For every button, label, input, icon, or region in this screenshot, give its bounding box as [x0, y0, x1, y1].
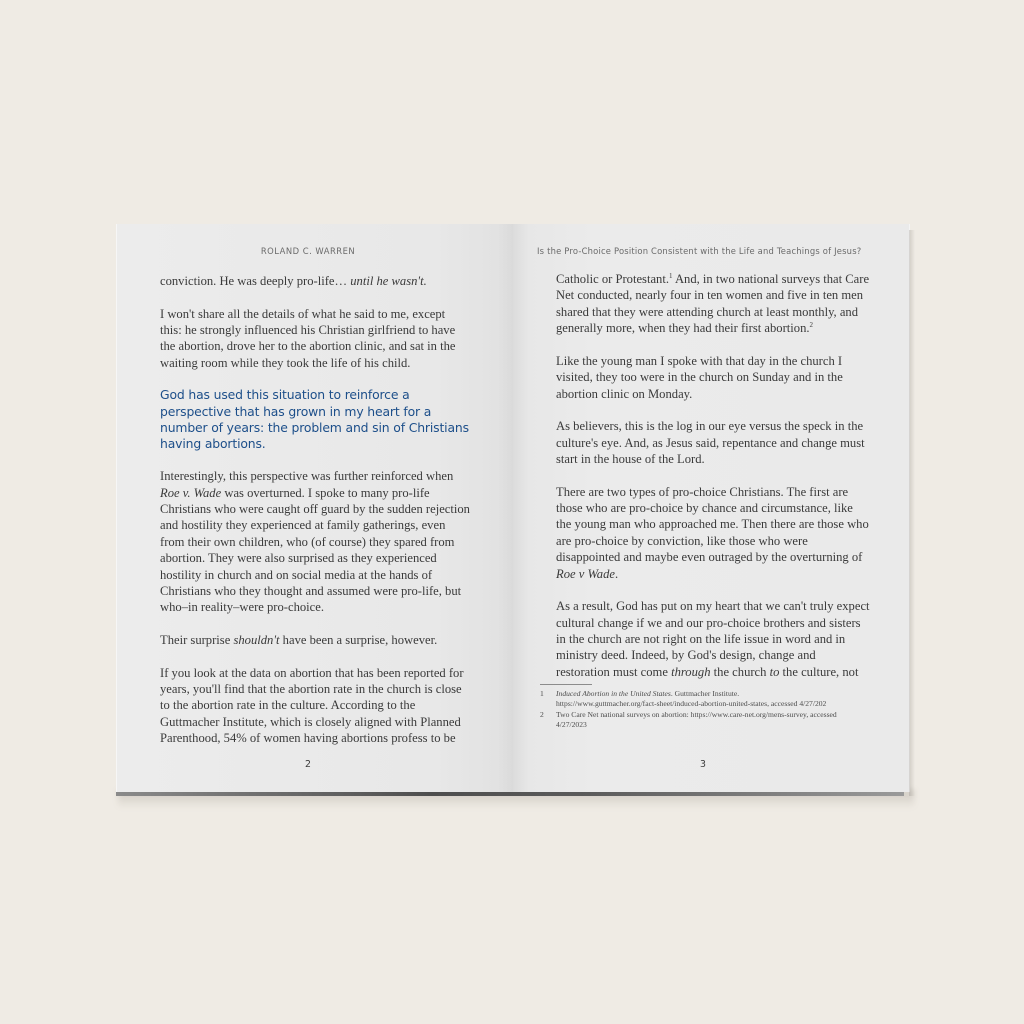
paragraph: There are two types of pro-choice Christians. The first are those who are pro-choice by chance and circumstance, like the young man who approached me. Then there are those who are pro-choice by conviction, like those who were disappointed and maybe even outraged by the overturning of Roe v Wade. [556, 484, 869, 581]
paragraph: I won't share all the details of what he said to me, except this: he strongly influenced his Christian girlfriend to have the abortion, drove her to the abortion clinic, and sat in the waiting room while they took the life of his child. [160, 306, 456, 370]
footnote-ref-2: 2 [809, 321, 814, 330]
left-page [116, 224, 513, 792]
open-booklet [116, 224, 910, 796]
footnote-2: 2 Two Care Net national surveys on abortion: https://www.care-net.org/mens-survey, accessed 4/27/2023 [540, 709, 837, 729]
left-page-number: 2 [305, 759, 311, 770]
footnote-source-title: Induced Abortion in the United States [556, 689, 671, 698]
footnote-rule [540, 684, 592, 685]
paragraph: Their surprise shouldn't have been a surprise, however. [160, 633, 438, 648]
emphasis: until he wasn't. [350, 274, 427, 288]
paragraph: Interestingly, this perspective was further reinforced when Roe v. Wade was overturned. I spoke to many pro-life Christians who were caught off guard by the sudden rejection and hostility they experienced at family gatherings, even from their own children, who (of course) they spared from abortion. They were also surprised as they experienced hostility in church and on social media at the hands of Christians who they thought and assumed were pro-life, but who–in reality–were pro-choice. [160, 469, 470, 615]
footnotes [540, 684, 840, 730]
left-body-text [160, 273, 470, 763]
paragraph: Catholic or Protestant.$^1$ And, in two national surveys that Care Net conducted, nearly four in ten women and five in ten men shared that they were attending church at least monthly, and generally more, when they had their first abortion.$^2$ [556, 272, 870, 336]
paragraph: As a result, God has put on my heart that we can't truly expect cultural change if we and our pro-choice brothers and sisters in the church are not right on the life issue in word and in ministry deed. Indeed, by God's design, change and restoration must come through the church to the culture, not [556, 599, 870, 679]
case-name: Roe v Wade [556, 566, 615, 581]
emphasis: through [671, 664, 711, 679]
footnote-1: 1 Induced Abortion in the United States. Guttmacher Institute. https://www.guttmacher.org/fact-sheet/induced-abortion-united-states, accessed 4/27/202 [540, 689, 827, 709]
pull-quote: God has used this situation to reinforce a perspective that has grown in my heart for a number of years: the problem and sin of Christians having abortions. [160, 387, 469, 452]
footnote-ref-1: 1 [668, 272, 673, 280]
right-page [513, 224, 910, 792]
left-running-head: ROLAND C. WARREN [260, 246, 356, 256]
paragraph: As believers, this is the log in our eye versus the speck in the culture's eye. And, as Jesus said, repentance and change must start in the house of the Lord. [556, 419, 865, 467]
page-edge-shadow [909, 230, 915, 796]
paragraph: Like the young man I spoke with that day in the church I visited, they too were in the church on Sunday and in the abortion clinic on Monday. [556, 353, 843, 401]
emphasis: to [769, 664, 780, 679]
right-body-text [556, 271, 871, 696]
paragraph: If you look at the data on abortion that has been reported for years, you'll find that the abortion rate in the church is close to the abortion rate in the culture. According to the Guttmacher Institute, which is closely aligned with Planned Parenthood, 54% of women having abortions profess to be [160, 665, 464, 746]
emphasis: shouldn't [233, 633, 280, 648]
right-page-number: 3 [700, 759, 706, 770]
right-running-head: Is the Pro-Choice Position Consistent with the Life and Teachings of Jesus? [537, 246, 862, 256]
paragraph: conviction. He was deeply pro-life… until he wasn't. [160, 274, 427, 288]
case-name: Roe v. Wade [160, 485, 222, 500]
